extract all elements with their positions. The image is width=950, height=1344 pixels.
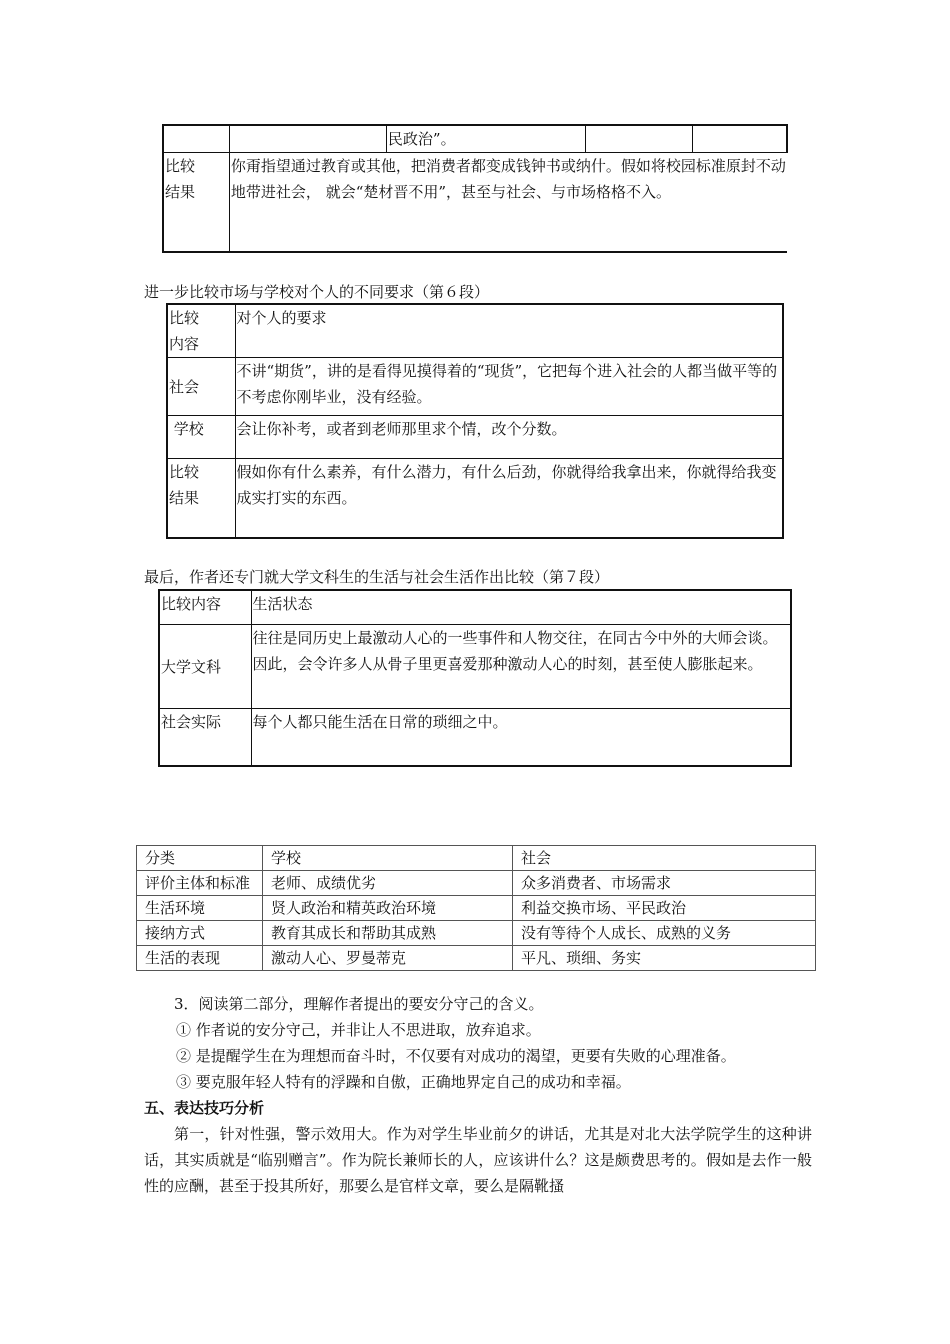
header-cell: 分类 (137, 846, 263, 871)
table-cell (229, 125, 386, 153)
row-text: 生活状态 (251, 590, 791, 625)
section-heading: 五、表达技巧分析 (144, 1099, 265, 1117)
table-cell: 贤人政治和精英政治环境 (263, 896, 513, 921)
row-text: 往往是同历史上最激动人心的一些事件和人物交往，在同古今中外的大师会谈。因此，会令许多人从骨子里更喜爱那种激动人心的时刻，甚至使人膨胀起来。 (251, 625, 791, 709)
table-cell: 生活环境 (137, 896, 263, 921)
table-row (137, 946, 816, 971)
table-row (159, 709, 791, 767)
table-row (159, 625, 791, 709)
comparison-table-requirements (166, 303, 784, 539)
row-label: 比较内容 (159, 590, 251, 625)
summary-table (136, 845, 816, 971)
table-row (163, 125, 787, 153)
row-text: 对个人的要求 (235, 304, 783, 358)
table-cell: 众多消费者、市场需求 (513, 871, 816, 896)
row-text: 会让你补考，或者到老师那里求个情，改个分数。 (235, 416, 783, 459)
body-paragraph: 第一，针对性强，警示效用大。作为对学生毕业前夕的讲话，尤其是对北大法学院学生的这种讲话，其实质就是“临别赠言”。作为院长兼师长的人，应该讲什么？这是颇费思考的。假如是去作一般性的应酬，甚至于投其所好，那要么是官样文章，要么是隔靴搔 (144, 1125, 812, 1195)
table-cell: 老师、成绩优劣 (263, 871, 513, 896)
header-cell: 社会 (513, 846, 816, 871)
table-cell (692, 125, 787, 153)
table-cell: 平凡、琐细、务实 (513, 946, 816, 971)
row-text: 不讲“期货”，讲的是看得见摸得着的“现货”，它把每个进入社会的人都当做平等的不考虑你刚毕业，没有经验。 (235, 358, 783, 416)
comparison-table-market-school (162, 124, 788, 253)
row-label: 社会 (167, 358, 235, 416)
table-cell (586, 125, 693, 153)
table-row (167, 459, 783, 539)
table-cell: 评价主体和标准 (137, 871, 263, 896)
table-header-row (137, 846, 816, 871)
table-row (167, 416, 783, 459)
list-item: ③ 要克服年轻人特有的浮躁和自傲，正确地界定自己的成功和幸福。 (176, 1073, 631, 1091)
table-cell: 利益交换市场、平民政治 (513, 896, 816, 921)
table-cell: 生活的表现 (137, 946, 263, 971)
table-row (163, 153, 787, 253)
table-cell: 没有等待个人成长、成熟的义务 (513, 921, 816, 946)
row-label: 比较 结果 (163, 153, 229, 253)
table-cell: 教育其成长和帮助其成熟 (263, 921, 513, 946)
comparison-table-life-state (158, 589, 792, 767)
table-row (137, 921, 816, 946)
row-label: 学校 (167, 416, 235, 459)
header-cell: 学校 (263, 846, 513, 871)
table-row (167, 304, 783, 358)
table-cell: 民政治”。 (386, 125, 585, 153)
table-row (137, 871, 816, 896)
table-cell: 激动人心、罗曼蒂克 (263, 946, 513, 971)
table-cell (163, 125, 229, 153)
row-text: 每个人都只能生活在日常的琐细之中。 (251, 709, 791, 767)
row-text: 假如你有什么素养，有什么潜力，有什么后劲，你就得给我拿出来，你就得给我变成实打实的东西。 (235, 459, 783, 539)
row-label: 大学文科 (159, 625, 251, 709)
table-caption: 最后，作者还专门就大学文科生的生活与社会生活作出比较（第７段） (144, 568, 610, 586)
row-text: 你甭指望通过教育或其他，把消费者都变成钱钟书或纳什。假如将校园标准原封不动地带进社会， 就会“楚材晋不用”，甚至与社会、与市场格格不入。 (229, 153, 787, 253)
table-row (167, 358, 783, 416)
question-text: 3．阅读第二部分，理解作者提出的要安分守己的含义。 (174, 995, 544, 1013)
list-item: ② 是提醒学生在为理想而奋斗时，不仅要有对成功的渴望，更要有失败的心理准备。 (176, 1047, 736, 1065)
row-label: 比较 结果 (167, 459, 235, 539)
row-label: 社会实际 (159, 709, 251, 767)
table-row (159, 590, 791, 625)
row-label: 比较 内容 (167, 304, 235, 358)
table-cell: 接纳方式 (137, 921, 263, 946)
list-item: ① 作者说的安分守己，并非让人不思进取，放弃追求。 (176, 1021, 541, 1039)
table-caption: 进一步比较市场与学校对个人的不同要求（第６段） (144, 283, 490, 301)
table-row (137, 896, 816, 921)
